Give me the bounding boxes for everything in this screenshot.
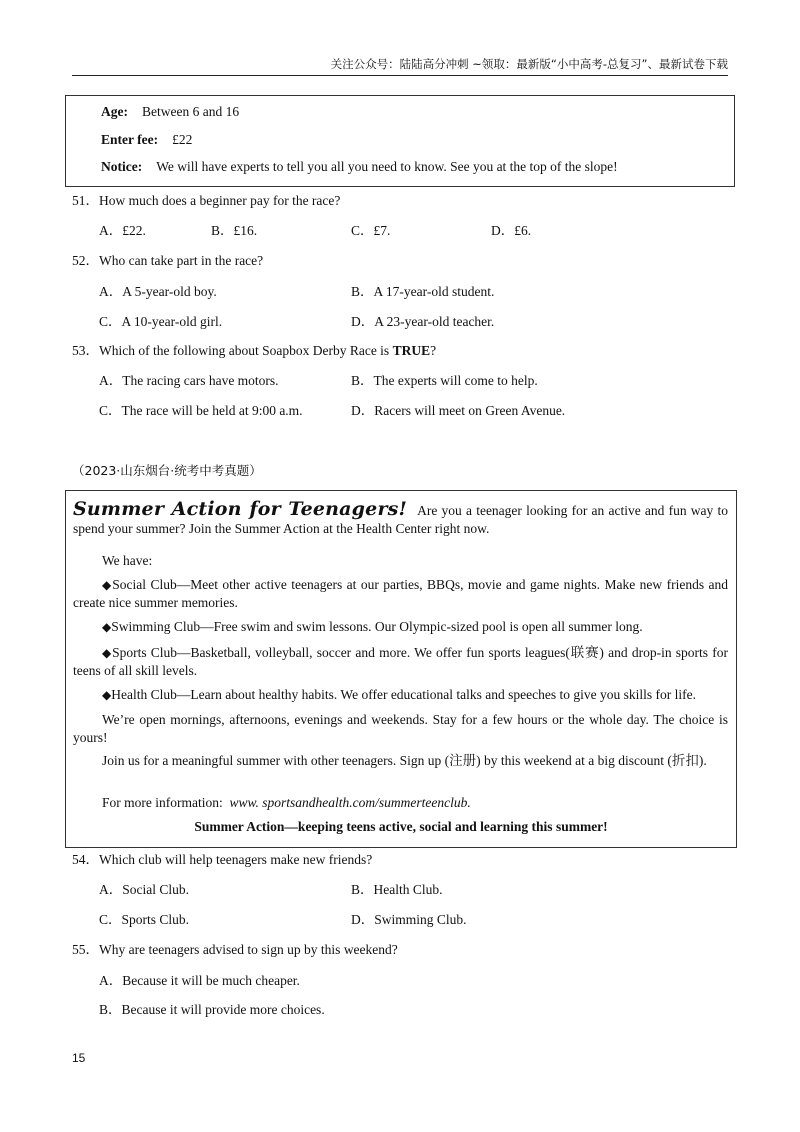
age-row <box>101 104 239 120</box>
page-header: 关注公众号：陆陆高分冲刺 ~领取：最新版“小中高考-总复习”、最新试卷下载 <box>72 56 728 76</box>
ad-join: Join us for a meaningful summer with other teenagers. Sign up (注册) by this weekend at a big discount (折扣). <box>102 753 707 768</box>
club-sports <box>73 644 728 680</box>
q54-option-c[interactable]: C．Sports Club. <box>99 912 190 927</box>
notice-value: We will have experts to tell you all you need to know. See you at the top of the slope! <box>156 159 618 174</box>
q51-option-b[interactable]: B．£16. <box>211 223 258 238</box>
fee-value: £22 <box>172 132 193 147</box>
question-55-stem: 55．Why are teenagers advised to sign up by this weekend? <box>72 942 398 957</box>
bullet-diamond-icon: ◆ <box>102 620 112 634</box>
q55-option-a[interactable]: A．Because it will be much cheaper. <box>99 973 300 988</box>
bullet-diamond-icon: ◆ <box>102 646 113 660</box>
race-info-box <box>65 95 735 187</box>
question-53-stem <box>72 343 436 359</box>
q52-option-d[interactable]: D．A 23-year-old teacher. <box>351 314 495 329</box>
q52-option-c[interactable]: C．A 10-year-old girl. <box>99 314 223 329</box>
club-social <box>73 576 728 612</box>
fee-row <box>101 132 192 148</box>
q52-option-b[interactable]: B．A 17-year-old student. <box>351 284 495 299</box>
club-health-text: Health Club—Learn about healthy habits. We offer educational talks and speeches to give you skills for life. <box>111 687 696 702</box>
ad-title: Summer Action for Teenagers! <box>73 498 408 520</box>
q55-option-b[interactable]: B．Because it will provide more choices. <box>99 1002 325 1017</box>
ad-we-have: We have: <box>102 553 153 568</box>
ad-hours: We’re open mornings, afternoons, evenings and weekends. Stay for a few hours or the whole day. The choice is yours! <box>73 712 728 745</box>
club-swimming <box>73 618 728 636</box>
q53-stem-emphasis: TRUE <box>392 343 431 358</box>
ad-more-info <box>73 794 728 812</box>
q54-option-d[interactable]: D．Swimming Club. <box>351 912 467 927</box>
bullet-diamond-icon: ◆ <box>102 578 113 592</box>
question-52-stem: 52．Who can take part in the race? <box>72 253 264 268</box>
club-sports-text: Sports Club—Basketball, volleyball, soccer and more. We offer fun sports leagues(联赛) and drop-in sports for teens of all skill levels. <box>73 645 728 678</box>
club-swimming-text: Swimming Club—Free swim and swim lessons. Our Olympic-sized pool is open all summer long. <box>111 619 643 634</box>
page-number: 15 <box>72 1051 86 1065</box>
question-51-stem: 51．How much does a beginner pay for the race? <box>72 193 341 208</box>
notice-row <box>101 159 618 175</box>
q54-option-b[interactable]: B．Health Club. <box>351 882 443 897</box>
q51-option-a[interactable]: A．£22. <box>99 223 146 238</box>
q51-option-c[interactable]: C．£7. <box>351 223 391 238</box>
summer-action-ad <box>65 490 737 848</box>
question-54-stem: 54．Which club will help teenagers make new friends? <box>72 852 373 867</box>
q53-option-a[interactable]: A．The racing cars have motors. <box>99 373 279 388</box>
q52-option-a[interactable]: A．A 5-year-old boy. <box>99 284 217 299</box>
ad-slogan: Summer Action—keeping teens active, social and learning this summer! <box>194 819 608 834</box>
q53-option-b[interactable]: B．The experts will come to help. <box>351 373 538 388</box>
club-social-text: Social Club—Meet other active teenagers at our parties, BBQs, movie and game nights. Make new friends and create nice summer memories. <box>73 577 728 610</box>
ad-intro <box>73 500 728 538</box>
fee-label: Enter fee: <box>101 132 159 147</box>
notice-label: Notice: <box>101 159 143 174</box>
ad-intro-text: Are you a teenager looking for an active and fun way to spend your summer? Join the Summer Action at the Health Center right now. <box>73 503 728 536</box>
q53-option-c[interactable]: C．The race will be held at 9:00 a.m. <box>99 403 303 418</box>
source-label: （2023·山东烟台·统考中考真题） <box>72 463 262 478</box>
q53-stem-end: ? <box>430 343 437 358</box>
q53-stem-text: 53．Which of the following about Soapbox Derby Race is <box>72 343 393 358</box>
more-info-label: For more information: <box>102 795 223 810</box>
ad-url-link[interactable]: www. sportsandhealth.com/summerteenclub. <box>229 795 471 810</box>
bullet-diamond-icon: ◆ <box>102 688 112 702</box>
q54-option-a[interactable]: A．Social Club. <box>99 882 189 897</box>
q51-option-d[interactable]: D．£6. <box>491 223 532 238</box>
age-value: Between 6 and 16 <box>142 104 240 119</box>
age-label: Age: <box>101 104 128 119</box>
club-health <box>73 686 728 704</box>
q53-option-d[interactable]: D．Racers will meet on Green Avenue. <box>351 403 566 418</box>
